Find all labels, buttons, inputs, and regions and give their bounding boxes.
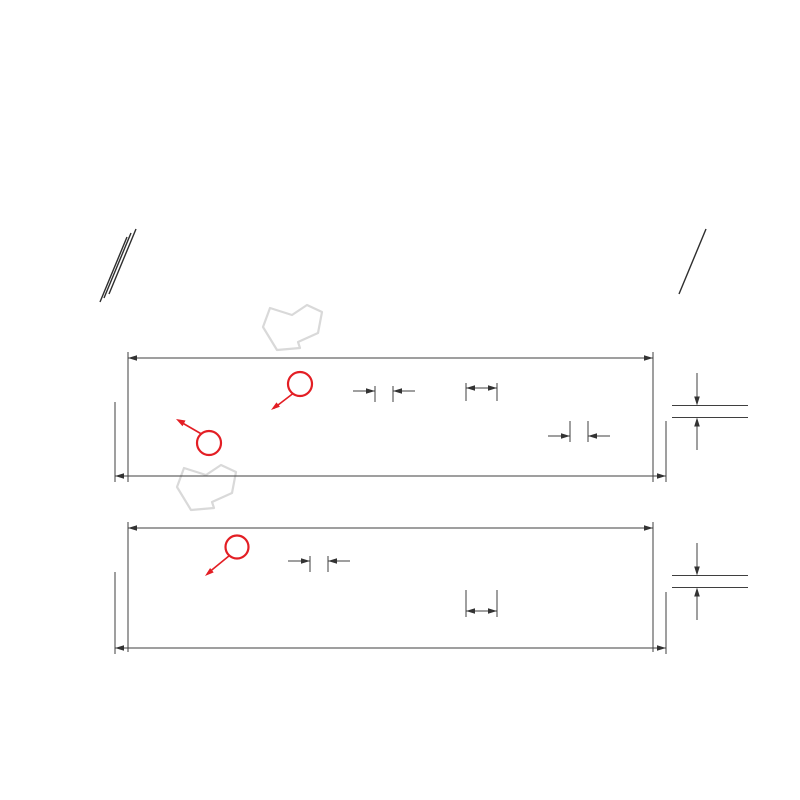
watermarks <box>177 305 322 510</box>
drawing-canvas <box>0 140 800 700</box>
profile-bottom-diagram <box>115 522 748 654</box>
brand-logo-icon <box>177 465 236 510</box>
profile-top-diagram <box>115 352 748 482</box>
label-r-callout <box>205 536 249 577</box>
cut-edge-line <box>104 233 131 298</box>
cut-edge-line <box>100 237 127 302</box>
brand-logo-icon <box>263 305 322 350</box>
label-a-callout <box>176 419 221 455</box>
dimension-lines <box>115 522 748 654</box>
label-b-callout <box>271 372 312 410</box>
sheet-3d-drawing <box>100 229 706 302</box>
dimension-lines <box>115 352 748 482</box>
